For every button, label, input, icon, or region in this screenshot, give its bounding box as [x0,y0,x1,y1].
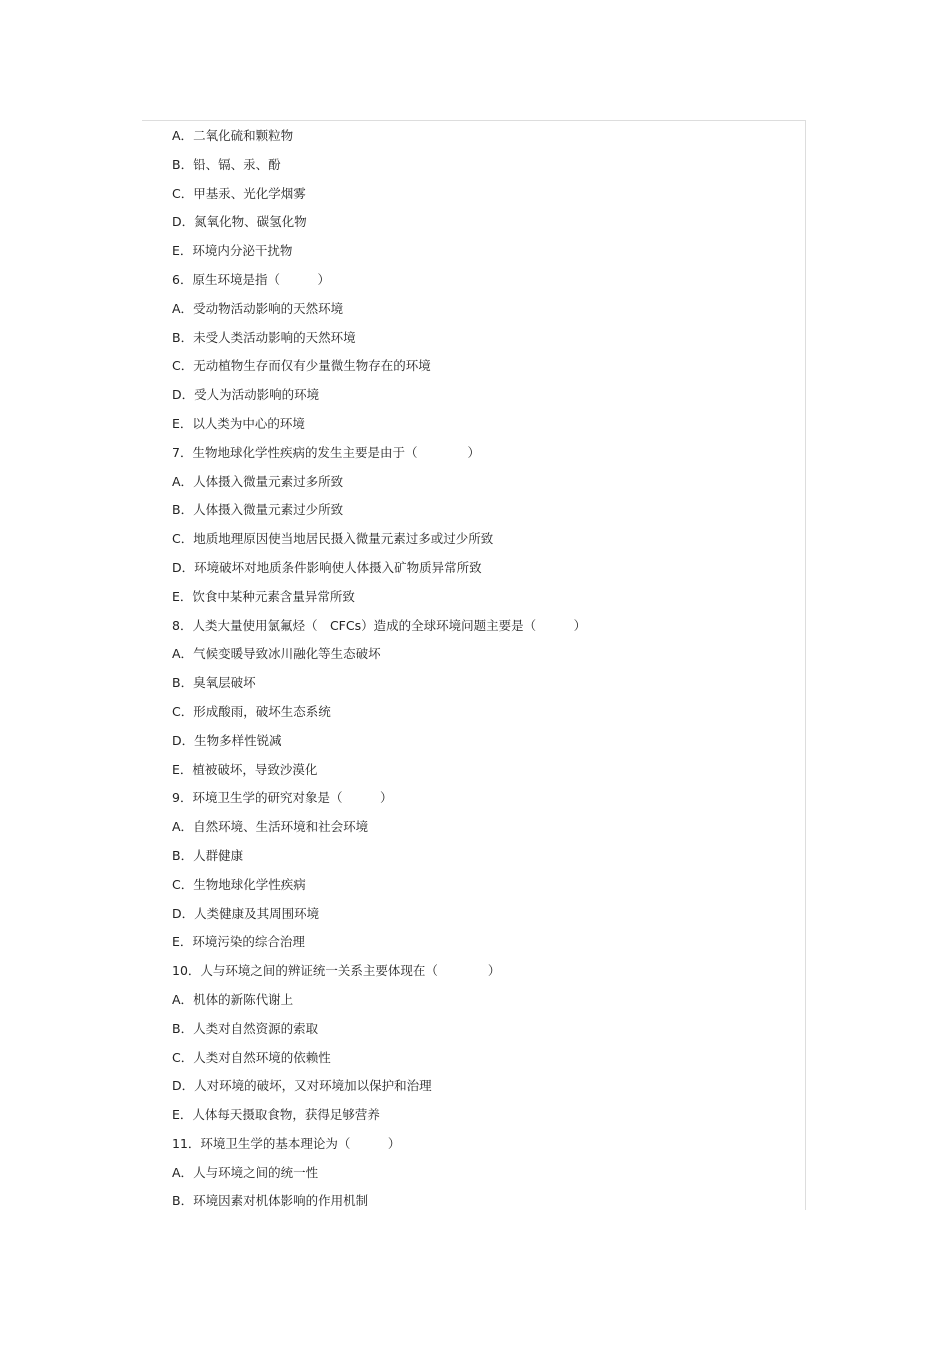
option-line [172,240,792,269]
option-label: A． [172,300,194,316]
option-text: 铅、镉、汞、酚 [193,156,281,172]
option-line [172,413,792,442]
option-line [172,1190,792,1219]
option-text: 人类对自然环境的依赖性 [193,1049,331,1065]
question-line [172,615,792,644]
option-text: 环境内分泌干扰物 [192,243,293,259]
option-label: D． [172,1078,195,1094]
option-label: A． [172,473,194,489]
option-line [172,989,792,1018]
option-text: 地质地理原因使当地居民摄入微量元素过多或过少所致 [193,531,494,547]
option-label: B． [172,329,194,345]
option-label: E． [172,243,193,259]
option-line [172,384,792,413]
option-text: 形成酸雨，破坏生态系统 [193,703,331,719]
option-line [172,1047,792,1076]
option-text: 人类健康及其周围环境 [194,905,320,921]
option-label: B． [172,847,194,863]
option-label: E． [172,1107,193,1123]
option-line [172,816,792,845]
option-text: 人类对自然资源的索取 [193,1020,319,1036]
option-line [172,298,792,327]
option-text: 二氧化硫和颗粒物 [193,128,294,143]
option-line [172,874,792,903]
question-number: 10． [172,963,201,979]
option-label: A． [172,646,194,662]
option-text: 无动植物生存而仅有少量微生物存在的环境 [193,358,431,374]
question-text: 原生环境是指（ ） [192,271,330,287]
option-label: D． [172,387,195,403]
option-label: B． [172,156,194,172]
option-text: 气候变暖导致冰川融化等生态破坏 [193,646,381,662]
option-text: 人对环境的破坏，又对环境加以保护和治理 [194,1078,432,1094]
option-text: 机体的新陈代谢上 [193,991,294,1007]
option-line [172,557,792,586]
option-line [172,1075,792,1104]
option-text: 受人为活动影响的环境 [194,387,320,403]
option-text: 臭氧层破坏 [193,675,256,691]
question-text: 环境卫生学的研究对象是（ ） [192,790,393,806]
option-line [172,586,792,615]
option-label: C． [172,185,194,201]
option-text: 甲基汞、光化学烟雾 [193,185,306,201]
option-line [172,1018,792,1047]
option-text: 人体摄入微量元素过多所致 [193,473,344,489]
option-text: 植被破坏，导致沙漠化 [192,761,318,777]
question-number: 9． [172,790,193,806]
option-text: 人体摄入微量元素过少所致 [193,502,344,518]
question-number: 11． [172,1135,201,1151]
option-label: E． [172,588,193,604]
question-number: 7． [172,444,193,460]
option-line [172,845,792,874]
question-number: 6． [172,271,193,287]
option-line [172,499,792,528]
option-label: A． [172,819,194,835]
option-label: C． [172,1049,194,1065]
option-label: D． [172,214,195,230]
option-line [172,672,792,701]
option-label: B． [172,675,194,691]
option-line [172,643,792,672]
option-label: E． [172,761,193,777]
option-line [172,355,792,384]
option-line [172,125,792,154]
option-label: A． [172,1164,194,1180]
question-text: 环境卫生学的基本理论为（ ） [200,1135,401,1151]
option-line [172,211,792,240]
option-label: C． [172,531,194,547]
option-label: A． [172,128,194,143]
option-line [172,183,792,212]
option-label: E． [172,934,193,950]
option-line [172,471,792,500]
option-text: 以人类为中心的环境 [192,415,305,431]
question-line [172,442,792,471]
option-text: 氮氧化物、碳氢化物 [194,214,307,230]
question-text: 人与环境之间的辨证统一关系主要体现在（ ） [200,963,501,979]
question-line [172,787,792,816]
question-line [172,1133,792,1162]
option-text: 环境破坏对地质条件影响使人体摄入矿物质异常所致 [194,559,482,575]
option-text: 自然环境、生活环境和社会环境 [193,819,369,835]
option-text: 环境污染的综合治理 [192,934,305,950]
option-text: 未受人类活动影响的天然环境 [193,329,356,345]
document-body [172,125,792,1219]
question-text: 人类大量使用氯氟烃（ CFCs）造成的全球环境问题主要是（ ） [192,617,587,633]
option-text: 人与环境之间的统一性 [193,1164,319,1180]
option-label: E． [172,415,193,431]
question-line [172,269,792,298]
option-text: 生物地球化学性疾病 [193,876,306,892]
option-line [172,528,792,557]
option-label: B． [172,1020,194,1036]
option-label: D． [172,559,195,575]
question-line [172,960,792,989]
option-text: 人体每天摄取食物，获得足够营养 [192,1107,380,1123]
option-line [172,327,792,356]
option-label: D． [172,905,195,921]
option-line [172,1162,792,1191]
option-line [172,903,792,932]
option-text: 人群健康 [193,847,244,863]
option-label: B． [172,1193,194,1209]
option-label: C． [172,703,194,719]
question-number: 8． [172,617,193,633]
option-label: C． [172,876,194,892]
option-line [172,1104,792,1133]
option-label: A． [172,991,194,1007]
option-line [172,931,792,960]
option-text: 受动物活动影响的天然环境 [193,300,344,316]
option-label: B． [172,502,194,518]
option-label: C． [172,358,194,374]
option-line [172,701,792,730]
option-line [172,154,792,183]
option-text: 生物多样性锐减 [194,732,282,748]
option-line [172,759,792,788]
option-label: D． [172,732,195,748]
question-text: 生物地球化学性疾病的发生主要是由于（ ） [192,444,480,460]
option-line [172,730,792,759]
option-text: 环境因素对机体影响的作用机制 [193,1193,369,1209]
option-text: 饮食中某种元素含量异常所致 [192,588,355,604]
